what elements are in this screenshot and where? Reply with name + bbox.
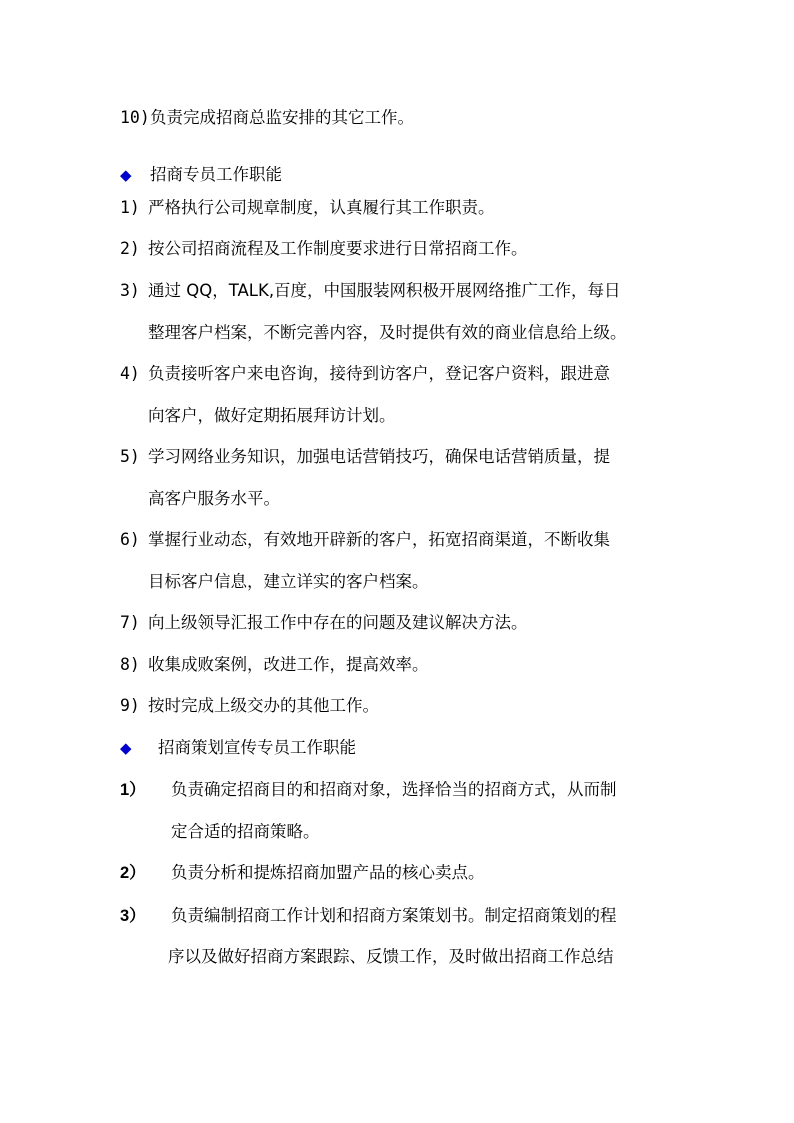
item-text: 负责确定招商目的和招商对象，选择恰当的招商方式，从而制 [171, 780, 617, 799]
item-number: 10) [120, 108, 150, 127]
item-number: 5) [120, 447, 140, 466]
item-text: 定合适的招商策略。 [171, 822, 320, 841]
item-number: 6) [120, 530, 140, 549]
item-text: 学习网络业务知识，加强电话营销技巧，确保电话营销质量，提 [148, 447, 610, 466]
item-text: 负责编制招商工作计划和招商方案策划书。制定招商策划的程 [171, 906, 617, 925]
item-number: 3) [120, 281, 140, 300]
section-heading-text: 招商策划宣传专员工作职能 [158, 738, 356, 757]
item-number: 3） [120, 907, 146, 925]
item-text: 向上级领导汇报工作中存在的问题及建议解决方法。 [148, 613, 528, 632]
item-number: 2) [120, 239, 140, 258]
section-heading-text: 招商专员工作职能 [150, 165, 282, 184]
item-text: 向客户，做好定期拓展拜访计划。 [148, 406, 396, 425]
item-text: 高客户服务水平。 [148, 489, 280, 508]
item-text: 负责分析和提炼招商加盟产品的核心卖点。 [171, 863, 485, 882]
item-number: 1) [120, 198, 140, 217]
item-text: 序以及做好招商方案跟踪、反馈工作，及时做出招商工作总结 [168, 947, 614, 966]
item-number: 1） [120, 781, 146, 799]
item-text: 负责接听客户来电咨询，接待到访客户，登记客户资料，跟进意 [148, 364, 610, 383]
item-number: 2） [120, 864, 146, 882]
item-text: 严格执行公司规章制度，认真履行其工作职责。 [148, 198, 495, 217]
item-text: 负责完成招商总监安排的其它工作。 [150, 108, 414, 127]
item-text: 掌握行业动态，有效地开辟新的客户，拓宽招商渠道，不断收集 [148, 530, 610, 549]
item-number: 8) [120, 655, 140, 674]
item-text: 通过 QQ，TALK,百度，中国服装网积极开展网络推广工作，每日 [148, 281, 621, 300]
item-text: 目标客户信息，建立详实的客户档案。 [148, 572, 429, 591]
item-text: 整理客户档案，不断完善内容，及时提供有效的商业信息给上级。 [148, 323, 627, 342]
diamond-bullet-icon: ◆ [120, 166, 132, 184]
item-number: 9) [120, 696, 140, 715]
diamond-bullet-icon: ◆ [120, 739, 132, 757]
item-text: 按时完成上级交办的其他工作。 [148, 696, 379, 715]
item-number: 4) [120, 364, 140, 383]
item-text: 按公司招商流程及工作制度要求进行日常招商工作。 [148, 239, 528, 258]
item-text: 收集成败案例，改进工作，提高效率。 [148, 655, 429, 674]
item-number: 7) [120, 613, 140, 632]
